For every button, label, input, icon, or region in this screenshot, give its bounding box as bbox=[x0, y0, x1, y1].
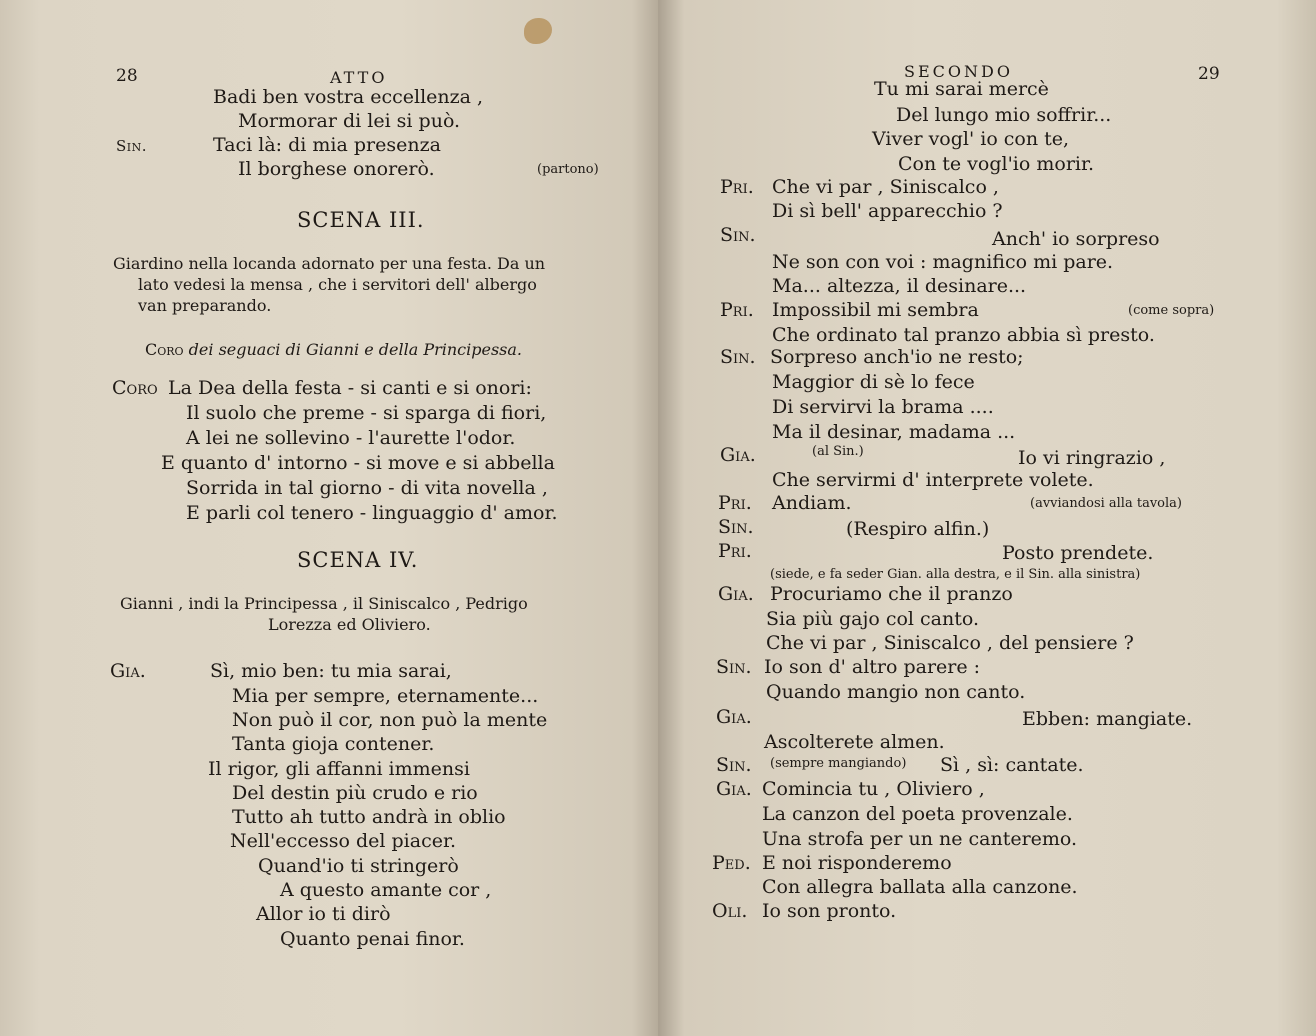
verse-line: Mormorar di lei si può. bbox=[238, 110, 461, 132]
speaker-label: Gia. bbox=[716, 778, 752, 800]
speaker-label: Oli. bbox=[712, 900, 748, 922]
verse-line: Anch' io sorpreso bbox=[992, 228, 1160, 250]
scene-description: lato vedesi la mensa , che i servitori dell' albergo bbox=[138, 275, 537, 294]
speaker-label: Sin. bbox=[718, 516, 754, 538]
verse-line: E noi risponderemo bbox=[762, 852, 952, 874]
scene-title: SCENA IV. bbox=[297, 548, 419, 572]
stain-mark bbox=[524, 18, 552, 44]
verse-line: La Dea della festa - si canti e si onori: bbox=[168, 377, 532, 399]
verse-line: Procuriamo che il pranzo bbox=[770, 583, 1013, 605]
scene-title: SCENA III. bbox=[297, 208, 425, 232]
verse-line: A lei ne sollevino - l'aurette l'odor. bbox=[186, 427, 516, 449]
scene-description: Giardino nella locanda adornato per una festa. Da un bbox=[113, 254, 546, 273]
verse-line: Io vi ringrazio , bbox=[1018, 447, 1166, 469]
stage-direction: (al Sin.) bbox=[812, 444, 864, 459]
verse-line: Una strofa per un ne canteremo. bbox=[762, 828, 1078, 850]
speaker-label: Sin. bbox=[116, 137, 148, 155]
verse-line: Che vi par , Siniscalco , del pensiere ? bbox=[766, 632, 1134, 654]
verse-line: Allor io ti dirò bbox=[256, 903, 391, 925]
verse-line: Di servirvi la brama .... bbox=[772, 396, 994, 418]
speaker-label: Gia. bbox=[110, 660, 146, 682]
verse-line: Ebben: mangiate. bbox=[1022, 708, 1193, 730]
verse-line: Tu mi sarai mercè bbox=[874, 78, 1049, 100]
verse-line: E parli col tenero - linguaggio d' amor. bbox=[186, 502, 558, 524]
chorus-heading-name: Coro bbox=[145, 340, 184, 359]
verse-line: Del lungo mio soffrir... bbox=[896, 104, 1112, 126]
page-number-left: 28 bbox=[116, 66, 138, 86]
verse-line: Con te vogl'io morir. bbox=[898, 153, 1095, 175]
verse-line: Io son d' altro parere : bbox=[764, 656, 981, 678]
speaker-label: Gia. bbox=[720, 444, 756, 466]
verse-line: Tanta gioja contener. bbox=[232, 733, 435, 755]
stage-direction: (siede, e fa seder Gian. alla destra, e il Sin. alla sinistra) bbox=[770, 567, 1141, 582]
cast-list: Lorezza ed Oliviero. bbox=[268, 615, 431, 634]
verse-line: Nell'eccesso del piacer. bbox=[230, 830, 457, 852]
speaker-label: Pri. bbox=[720, 176, 754, 198]
verse-line: Andiam. bbox=[772, 492, 852, 514]
scene-description: van preparando. bbox=[138, 296, 272, 315]
running-head-left: ATTO bbox=[330, 68, 388, 87]
verse-line: Sì , sì: cantate. bbox=[940, 754, 1084, 776]
verse-line: Ma il desinar, madama ... bbox=[772, 421, 1016, 443]
right-page bbox=[658, 0, 1316, 1036]
page-number-right: 29 bbox=[1198, 64, 1220, 84]
verse-line: Quanto penai finor. bbox=[280, 928, 465, 950]
verse-line: La canzon del poeta provenzale. bbox=[762, 803, 1073, 825]
verse-line: Con allegra ballata alla canzone. bbox=[762, 876, 1078, 898]
stage-direction: (avviandosi alla tavola) bbox=[1030, 496, 1182, 511]
verse-line: Che servirmi d' interprete volete. bbox=[772, 469, 1094, 491]
verse-line: Impossibil mi sembra bbox=[772, 299, 979, 321]
verse-line: Tutto ah tutto andrà in oblio bbox=[232, 806, 506, 828]
stage-direction: (come sopra) bbox=[1128, 303, 1215, 318]
verse-line: Del destin più crudo e rio bbox=[232, 782, 478, 804]
speaker-label: Coro bbox=[112, 377, 158, 399]
speaker-label: Pri. bbox=[718, 492, 752, 514]
verse-line: Che ordinato tal pranzo abbia sì presto. bbox=[772, 324, 1155, 346]
verse-line: Sia più gajo col canto. bbox=[766, 608, 980, 630]
speaker-label: Ped. bbox=[712, 852, 751, 874]
chorus-heading-text: dei seguaci di Gianni e della Principessa. bbox=[188, 340, 522, 359]
verse-line: Sì, mio ben: tu mia sarai, bbox=[210, 660, 452, 682]
cast-list: Gianni , indi la Principessa , il Siniscalco , Pedrigo bbox=[120, 594, 528, 613]
verse-line: Taci là: di mia presenza bbox=[213, 134, 441, 156]
verse-line: Comincia tu , Oliviero , bbox=[762, 778, 985, 800]
speaker-label: Pri. bbox=[720, 299, 754, 321]
stage-direction: (partono) bbox=[537, 162, 599, 177]
speaker-label: Sin. bbox=[720, 224, 756, 246]
verse-line: Io son pronto. bbox=[762, 900, 897, 922]
speaker-label: Gia. bbox=[718, 583, 754, 605]
speaker-label: Sin. bbox=[716, 754, 752, 776]
verse-line: Il rigor, gli affanni immensi bbox=[208, 758, 470, 780]
verse-line: Quando mangio non canto. bbox=[766, 681, 1026, 703]
speaker-label: Sin. bbox=[716, 656, 752, 678]
verse-line: Ascolterete almen. bbox=[764, 731, 945, 753]
verse-line: (Respiro alfin.) bbox=[846, 518, 990, 540]
verse-line: Ma... altezza, il desinare... bbox=[772, 275, 1027, 297]
speaker-label: Pri. bbox=[718, 540, 752, 562]
verse-line: Sorrida in tal giorno - di vita novella , bbox=[186, 477, 548, 499]
verse-line: Badi ben vostra eccellenza , bbox=[213, 86, 484, 108]
verse-line: E quanto d' intorno - si move e si abbella bbox=[161, 452, 555, 474]
verse-line: Di sì bell' apparecchio ? bbox=[772, 200, 1003, 222]
running-head-right: SECONDO bbox=[904, 62, 1013, 81]
verse-line: Sorpreso anch'io ne resto; bbox=[770, 346, 1024, 368]
verse-line: Il suolo che preme - si sparga di fiori, bbox=[186, 402, 547, 424]
verse-line: Mia per sempre, eternamente... bbox=[232, 685, 539, 707]
verse-line: Quand'io ti stringerò bbox=[258, 855, 459, 877]
stage-direction: (sempre mangiando) bbox=[770, 756, 907, 771]
verse-line: Posto prendete. bbox=[1002, 542, 1154, 564]
verse-line: A questo amante cor , bbox=[280, 879, 492, 901]
verse-line: Il borghese onorerò. bbox=[238, 158, 435, 180]
speaker-label: Sin. bbox=[720, 346, 756, 368]
speaker-label: Gia. bbox=[716, 706, 752, 728]
verse-line: Ne son con voi : magnifico mi pare. bbox=[772, 251, 1114, 273]
verse-line: Viver vogl' io con te, bbox=[872, 128, 1070, 150]
verse-line: Non può il cor, non può la mente bbox=[232, 709, 548, 731]
verse-line: Che vi par , Siniscalco , bbox=[772, 176, 999, 198]
verse-line: Maggior di sè lo fece bbox=[772, 371, 975, 393]
chorus-heading bbox=[145, 340, 522, 359]
